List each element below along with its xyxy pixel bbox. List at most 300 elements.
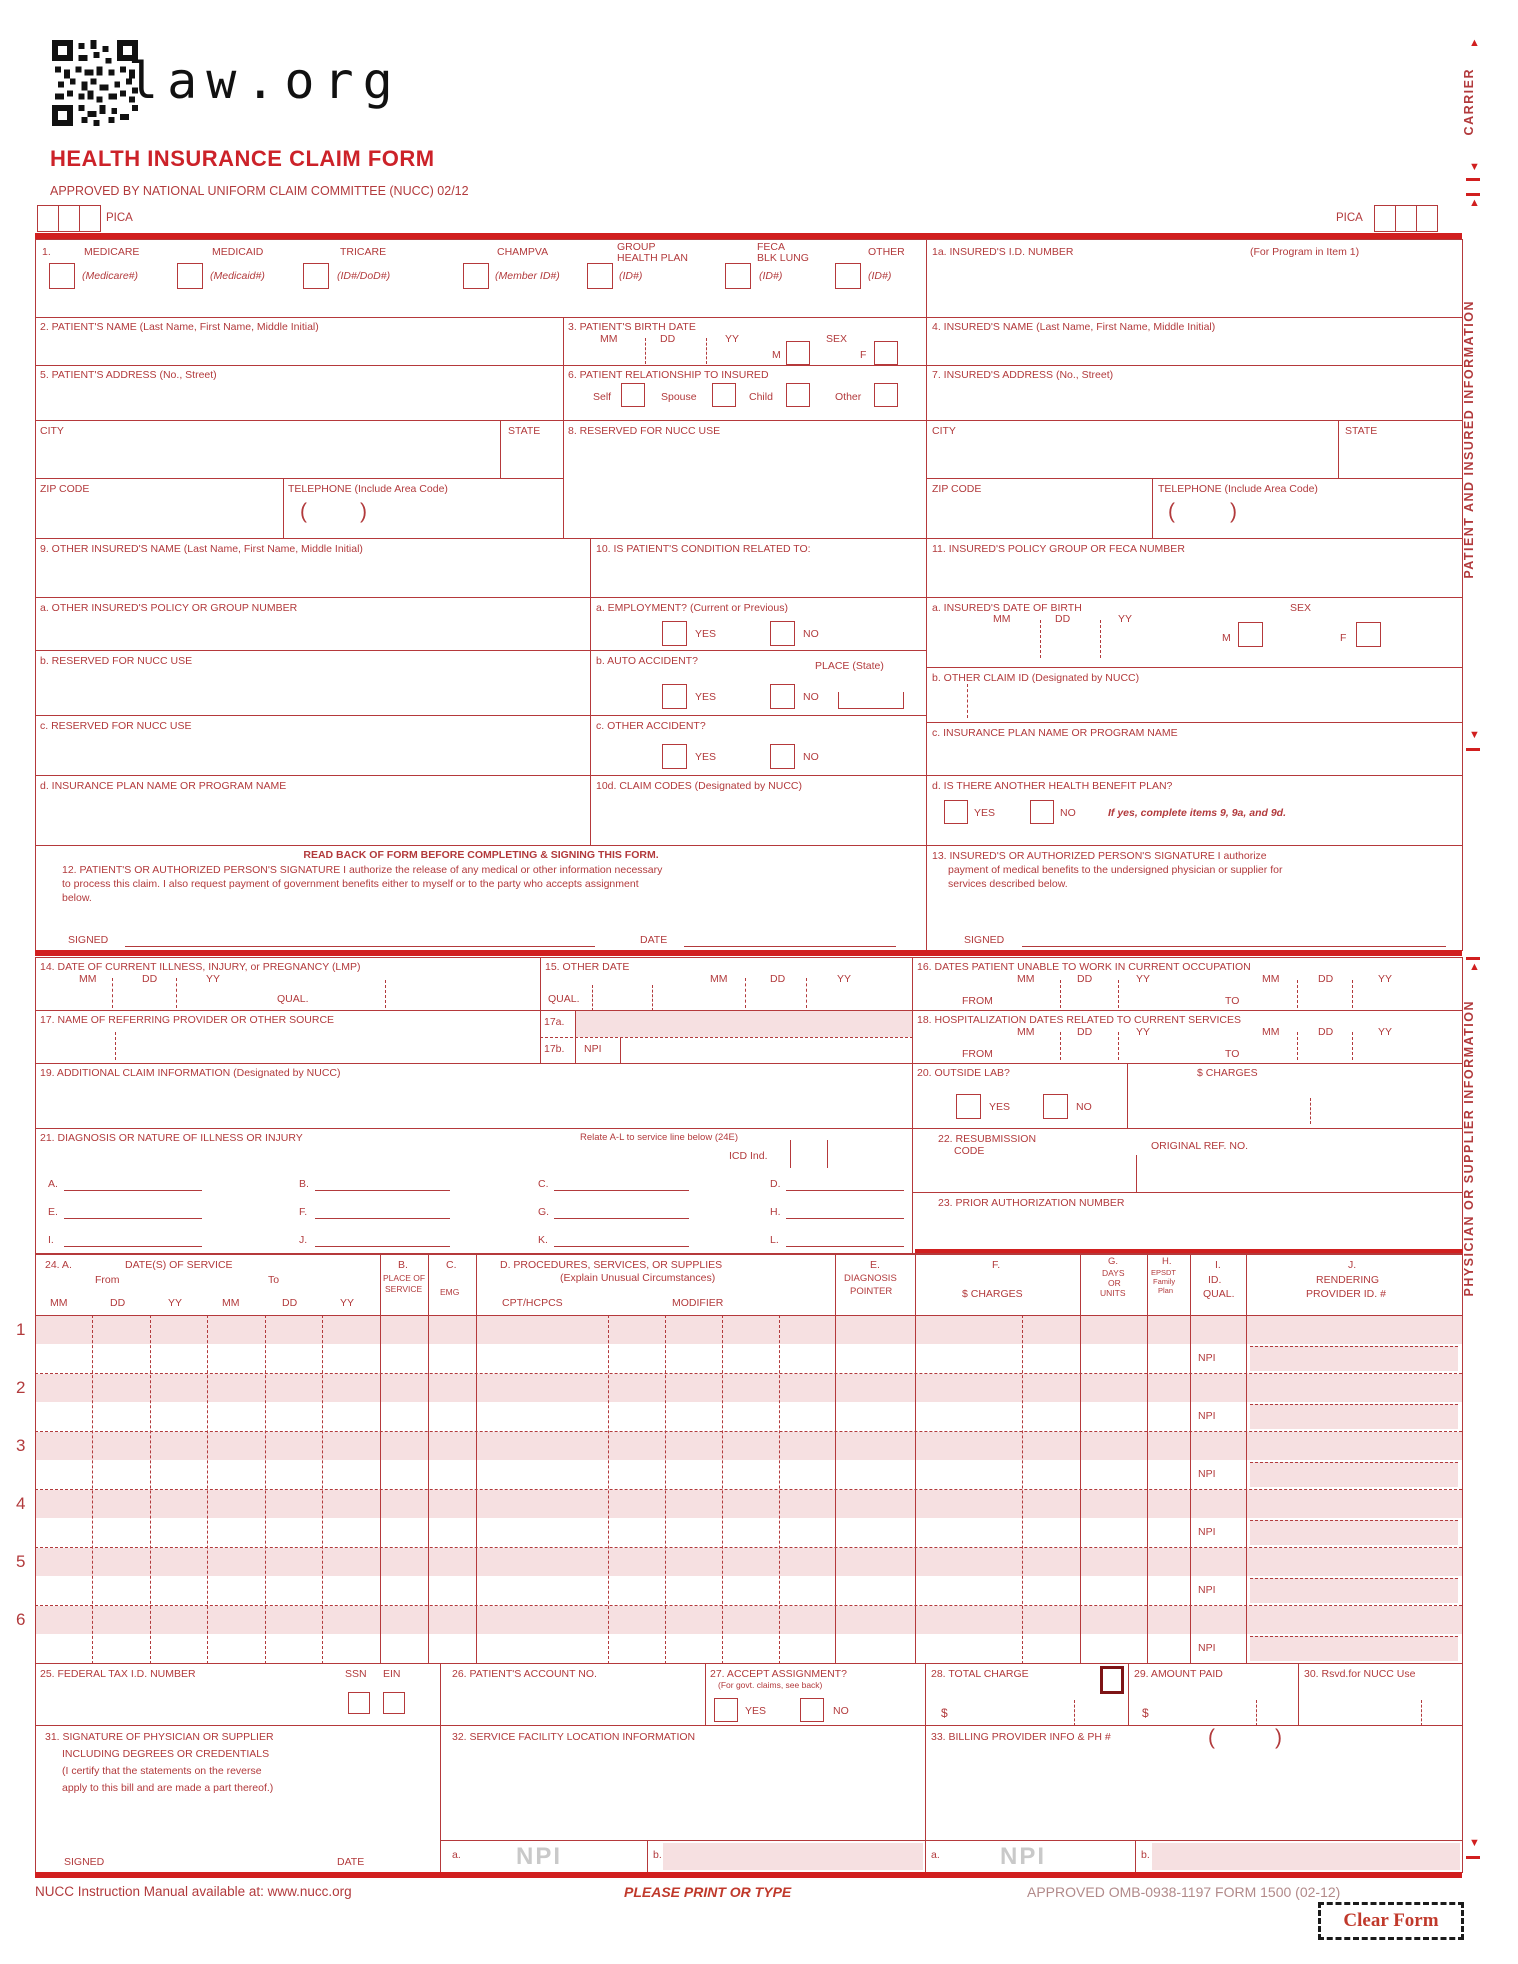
col24h-letter: H.	[1162, 1256, 1172, 1267]
box3-date-tick-2	[706, 338, 707, 364]
other-accident-no-label: NO	[803, 751, 819, 763]
date-subcol-1	[92, 1315, 93, 1664]
diag-letter-d: D.	[770, 1178, 781, 1190]
box31-line2: INCLUDING DEGREES OR CREDENTIALS	[62, 1748, 270, 1760]
city-right-cell	[926, 420, 1339, 479]
box11a-label: a. INSURED'S DATE OF BIRTH	[932, 602, 1082, 614]
outside-lab-no-checkbox[interactable]	[1043, 1094, 1068, 1119]
diag-line-h[interactable]	[786, 1218, 904, 1219]
box11-label: 11. INSURED'S POLICY GROUP OR FECA NUMBER	[932, 543, 1185, 555]
col24d-cpt: CPT/HCPCS	[502, 1297, 563, 1309]
box32b-input-field[interactable]	[663, 1843, 923, 1870]
mod-tick-3	[779, 1315, 780, 1664]
outside-lab-yes-label: YES	[989, 1101, 1011, 1113]
diag-letter-l: L.	[770, 1234, 779, 1246]
box17b-npi-label: NPI	[584, 1043, 602, 1055]
row6-npi-label: NPI	[1198, 1642, 1216, 1654]
physician-top-bar	[1466, 957, 1480, 960]
rel-spouse-label: Spouse	[661, 391, 697, 403]
box9b-label: b. RESERVED FOR NUCC USE	[40, 655, 193, 667]
box10-label: 10. IS PATIENT'S CONDITION RELATED TO:	[596, 543, 811, 555]
box12-line2: to process this claim. I also request payment of government benefits either to myself or to the party who accepts assignment	[62, 878, 639, 890]
diag-line-b[interactable]	[315, 1190, 450, 1191]
box3-yy: YY	[725, 333, 740, 345]
other-accident-yes-label: YES	[695, 751, 717, 763]
row5-npi-label: NPI	[1198, 1584, 1216, 1596]
zip-right-label: ZIP CODE	[932, 483, 982, 495]
col24e-diag2: POINTER	[850, 1286, 893, 1297]
box32-label: 32. SERVICE FACILITY LOCATION INFORMATION	[452, 1731, 696, 1743]
box31-line1: 31. SIGNATURE OF PHYSICIAN OR SUPPLIER	[45, 1731, 274, 1743]
box15-mm: MM	[710, 973, 728, 985]
box25-ein: EIN	[383, 1668, 401, 1680]
box33b-label: b.	[1141, 1849, 1150, 1861]
box11b-tick	[967, 684, 968, 718]
row4-npi-label: NPI	[1198, 1526, 1216, 1538]
box32a-label: a.	[452, 1849, 461, 1861]
box17a-input-field[interactable]	[576, 1011, 912, 1037]
box12-line3: below.	[62, 892, 92, 904]
service-row-6-shaded[interactable]	[36, 1606, 1462, 1634]
service-row-2-shaded[interactable]	[36, 1374, 1462, 1402]
box14-tick-3	[385, 980, 386, 1008]
feca-blk-lung-checkbox[interactable]	[725, 263, 751, 289]
readback-notice: READ BACK OF FORM BEFORE COMPLETING & SIGNING THIS FORM.	[303, 849, 659, 861]
rel-self-label: Self	[593, 391, 612, 403]
row-divider-3	[35, 1489, 1462, 1490]
medicare-checkbox[interactable]	[49, 263, 75, 289]
box11b-label: b. OTHER CLAIM ID (Designated by NUCC)	[932, 672, 1140, 684]
col24d-mod: MODIFIER	[672, 1297, 724, 1309]
box16-tick-2	[1118, 980, 1119, 1008]
box2-label: 2. PATIENT'S NAME (Last Name, First Name, Middle Initial)	[40, 321, 319, 333]
service-row-3-shaded[interactable]	[36, 1432, 1462, 1460]
box4-label: 4. INSURED'S NAME (Last Name, First Name, Middle Initial)	[932, 321, 1216, 333]
box33a-label: a.	[931, 1849, 940, 1861]
another-plan-no-checkbox[interactable]	[1030, 800, 1054, 824]
col24b-letter: B.	[398, 1259, 408, 1271]
box19-label: 19. ADDITIONAL CLAIM INFORMATION (Designated by NUCC)	[40, 1067, 341, 1079]
form-title: HEALTH INSURANCE CLAIM FORM	[50, 146, 435, 171]
box33-open-paren: (	[1208, 1726, 1215, 1749]
box1-other-label: OTHER	[868, 246, 905, 258]
other-plan-checkbox[interactable]	[835, 263, 861, 289]
box14-label: 14. DATE OF CURRENT ILLNESS, INJURY, or PREGNANCY (LMP)	[40, 961, 361, 973]
patient-insured-margin-label: PATIENT AND INSURED INFORMATION	[1462, 300, 1476, 579]
box16-dd2: DD	[1318, 973, 1334, 985]
diag-letter-c: C.	[538, 1178, 549, 1190]
service-row-1-shaded[interactable]	[36, 1316, 1462, 1344]
box30-cents-tick	[1421, 1700, 1422, 1726]
box18-yy1: YY	[1136, 1026, 1151, 1038]
box13-signature-line[interactable]	[1022, 946, 1446, 947]
box33b-input-field[interactable]	[1152, 1843, 1460, 1870]
state-right-label: STATE	[1345, 425, 1378, 437]
box9a-label: a. OTHER INSURED'S POLICY OR GROUP NUMBER	[40, 602, 298, 614]
tel-right-open-paren: (	[1168, 500, 1175, 523]
row1-npi-label: NPI	[1198, 1352, 1216, 1364]
box3-date-tick-1	[645, 338, 646, 364]
box14-mm: MM	[79, 973, 97, 985]
city-right-label: CITY	[932, 425, 956, 437]
place-state-label: PLACE (State)	[815, 660, 884, 672]
box21-label: 21. DIAGNOSIS OR NATURE OF ILLNESS OR INJURY	[40, 1132, 303, 1144]
rel-other-checkbox[interactable]	[874, 383, 898, 407]
place-bracket-left	[838, 692, 839, 708]
box31-signed: SIGNED	[64, 1856, 105, 1868]
box12-line1: 12. PATIENT'S OR AUTHORIZED PERSON'S SIGNATURE I authorize the release of any medical or other information necessary	[62, 864, 663, 876]
date-subcol-4	[265, 1315, 266, 1664]
row2-npi-label: NPI	[1198, 1410, 1216, 1422]
accept-yes-checkbox[interactable]	[714, 1698, 738, 1722]
insured-male-checkbox[interactable]	[1238, 622, 1263, 647]
box1-feca-label-1: FECA	[757, 241, 786, 253]
another-plan-yes-checkbox[interactable]	[944, 800, 968, 824]
box8-cell	[563, 420, 927, 539]
col24e-letter: E.	[870, 1259, 880, 1271]
box33-ab-divider	[1135, 1840, 1136, 1873]
box13-line1: 13. INSURED'S OR AUTHORIZED PERSON'S SIGNATURE I authorize	[932, 850, 1267, 862]
medicaid-sub: (Medicaid#)	[210, 270, 265, 282]
box11a-tick-2	[1100, 620, 1101, 658]
patient-top-bar	[1466, 193, 1480, 196]
box8-label: 8. RESERVED FOR NUCC USE	[568, 425, 721, 437]
service-row-5-shaded[interactable]	[36, 1548, 1462, 1576]
tel-right-label: TELEPHONE (Include Area Code)	[1158, 483, 1318, 495]
box14-tick-1	[112, 978, 113, 1008]
diag-letter-k: K.	[538, 1234, 548, 1246]
section-bar-middle	[35, 950, 1462, 956]
if-yes-note: If yes, complete items 9, 9a, and 9d.	[1108, 807, 1286, 819]
box22-label-1: 22. RESUBMISSION	[938, 1133, 1037, 1145]
watermark-site-text: law.org	[128, 52, 402, 110]
pica-box-left-3[interactable]	[79, 205, 101, 232]
col-line-i	[1190, 1253, 1191, 1664]
box10a-label: a. EMPLOYMENT? (Current or Previous)	[596, 602, 788, 614]
tel-left-label: TELEPHONE (Include Area Code)	[288, 483, 448, 495]
diag-line-k[interactable]	[554, 1246, 689, 1247]
box33-close-paren: )	[1275, 1726, 1282, 1749]
box28-label: 28. TOTAL CHARGE	[931, 1668, 1029, 1680]
row5-provider-id-field[interactable]	[1250, 1578, 1458, 1603]
section-bar-bottom	[35, 1872, 1462, 1878]
box10b-label: b. AUTO ACCIDENT?	[596, 655, 698, 667]
box12-date-line[interactable]	[684, 946, 896, 947]
col24a-mm2: MM	[222, 1297, 240, 1309]
col24b-place2: SERVICE	[385, 1284, 423, 1294]
champva-checkbox[interactable]	[463, 263, 489, 289]
pica-box-left-1[interactable]	[37, 205, 59, 232]
col24g-units: UNITS	[1100, 1288, 1126, 1298]
box33-label: 33. BILLING PROVIDER INFO & PH #	[931, 1731, 1111, 1743]
diag-line-e[interactable]	[64, 1218, 202, 1219]
box11a-dd: DD	[1055, 613, 1071, 625]
tel-right-close-paren: )	[1230, 500, 1237, 523]
icd-ind-tick-1	[790, 1140, 791, 1168]
row3-npi-label: NPI	[1198, 1468, 1216, 1480]
box22-orig-label: ORIGINAL REF. NO.	[1151, 1140, 1249, 1152]
box1-medicare-label: MEDICARE	[84, 246, 140, 258]
pica-box-right-3[interactable]	[1416, 205, 1438, 232]
box3-mm: MM	[600, 333, 618, 345]
box16-mm2: MM	[1262, 973, 1280, 985]
pica-box-right-1[interactable]	[1374, 205, 1396, 232]
service-row-6-number: 6	[16, 1610, 26, 1629]
diag-line-a[interactable]	[64, 1190, 202, 1191]
ein-checkbox[interactable]	[383, 1692, 405, 1714]
box14-tick-2	[176, 978, 177, 1008]
group-sub: (ID#)	[619, 270, 643, 282]
diag-letter-e: E.	[48, 1206, 58, 1218]
other-accident-yes-checkbox[interactable]	[662, 744, 687, 769]
row-divider-1	[35, 1373, 1462, 1374]
box17ab-divider	[540, 1037, 913, 1038]
diag-letter-a: A.	[48, 1178, 58, 1190]
box9d-label: d. INSURANCE PLAN NAME OR PROGRAM NAME	[40, 780, 287, 792]
tricare-sub: (ID#/DoD#)	[337, 270, 391, 282]
col24f-charges: $ CHARGES	[962, 1288, 1023, 1300]
cpt-mod-divider	[608, 1315, 609, 1664]
employment-no-label: NO	[803, 628, 819, 640]
carrier-margin-label: CARRIER	[1462, 68, 1476, 136]
box33a-npi-watermark[interactable]: NPI	[1000, 1843, 1047, 1870]
row-divider-4	[35, 1547, 1462, 1548]
box28-cents-tick	[1074, 1700, 1075, 1726]
service-row-4-shaded[interactable]	[36, 1490, 1462, 1518]
col-line-f	[915, 1253, 916, 1664]
box18-mm2: MM	[1262, 1026, 1280, 1038]
box16-from: FROM	[962, 995, 993, 1007]
box11d-label: d. IS THERE ANOTHER HEALTH BENEFIT PLAN?	[932, 780, 1173, 792]
tel-left-close-paren: )	[360, 500, 367, 523]
city-left-label: CITY	[40, 425, 64, 437]
box27-sub: (For govt. claims, see back)	[718, 1680, 823, 1690]
physician-supplier-margin-label: PHYSICIAN OR SUPPLIER INFORMATION	[1462, 1000, 1476, 1297]
box31-line4: apply to this bill and are made a part thereof.)	[62, 1782, 274, 1794]
col24h-plan: Plan	[1158, 1286, 1174, 1295]
tricare-checkbox[interactable]	[303, 263, 329, 289]
pica-label-right: PICA	[1336, 212, 1363, 224]
col24a-dd1: DD	[110, 1297, 126, 1309]
carrier-foot-bar	[1466, 178, 1480, 181]
feca-sub: (ID#)	[759, 270, 783, 282]
diag-line-l[interactable]	[786, 1246, 904, 1247]
box1-group-label-2: HEALTH PLAN	[617, 252, 688, 264]
col-line-j	[1246, 1253, 1247, 1664]
medicaid-checkbox[interactable]	[177, 263, 203, 289]
col24i-letter: I.	[1215, 1259, 1221, 1271]
box16-tick-3	[1297, 980, 1298, 1008]
clear-form-button[interactable]: Clear Form	[1318, 1902, 1464, 1940]
col-line-b	[380, 1253, 381, 1664]
rel-spouse-checkbox[interactable]	[712, 383, 736, 407]
box15-tick-4	[806, 978, 807, 1008]
pica-box-left-2[interactable]	[58, 205, 80, 232]
diag-line-i[interactable]	[64, 1246, 202, 1247]
box16-dd1: DD	[1077, 973, 1093, 985]
sex-female-checkbox[interactable]	[874, 341, 898, 365]
row1-provider-id-field[interactable]	[1250, 1346, 1458, 1371]
box7-label: 7. INSURED'S ADDRESS (No., Street)	[932, 369, 1114, 381]
physician-foot-bar	[1466, 1856, 1480, 1859]
box29-cents-tick	[1256, 1700, 1257, 1726]
box28-dollar: $	[941, 1706, 948, 1720]
box26-label: 26. PATIENT'S ACCOUNT NO.	[452, 1668, 597, 1680]
date-subcol-5	[322, 1315, 323, 1664]
box12-signature-line[interactable]	[125, 946, 595, 947]
box17-tick	[115, 1032, 116, 1060]
box18-dd1: DD	[1077, 1026, 1093, 1038]
box11a-m: M	[1222, 632, 1231, 644]
accept-no-checkbox[interactable]	[800, 1698, 824, 1722]
pica-label-left: PICA	[106, 212, 133, 224]
carrier-arrow-up-icon: ▲	[1469, 37, 1480, 49]
employment-no-checkbox[interactable]	[770, 621, 795, 646]
box6-label: 6. PATIENT RELATIONSHIP TO INSURED	[568, 369, 769, 381]
box15-label: 15. OTHER DATE	[545, 961, 630, 973]
box18-tick-4	[1352, 1032, 1353, 1060]
box18-tick-1	[1060, 1032, 1061, 1060]
row4-provider-id-field[interactable]	[1250, 1520, 1458, 1545]
rel-self-checkbox[interactable]	[621, 383, 645, 407]
box15-tick-1	[592, 985, 593, 1011]
row-divider-5	[35, 1605, 1462, 1606]
box3-label: 3. PATIENT'S BIRTH DATE	[568, 321, 696, 333]
col24i-qual: QUAL.	[1203, 1288, 1235, 1300]
city-left-cell	[35, 420, 501, 479]
box1-group-label-1: GROUP	[617, 241, 656, 253]
other-sub: (ID#)	[868, 270, 892, 282]
patient-arrow-down-icon: ▼	[1469, 729, 1480, 741]
box31-line3: (I certify that the statements on the reverse	[62, 1765, 262, 1777]
box11a-yy: YY	[1118, 613, 1133, 625]
patient-arrow-up-icon: ▲	[1469, 197, 1480, 209]
col-line-e	[835, 1253, 836, 1664]
box18-label: 18. HOSPITALIZATION DATES RELATED TO CURRENT SERVICES	[917, 1014, 1242, 1026]
col-line-d	[476, 1253, 477, 1664]
col-line-c	[428, 1253, 429, 1664]
diag-line-g[interactable]	[554, 1218, 689, 1219]
box16-tick-4	[1352, 980, 1353, 1008]
box14-yy: YY	[206, 973, 221, 985]
box23-label: 23. PRIOR AUTHORIZATION NUMBER	[938, 1197, 1125, 1209]
box1-medicaid-label: MEDICAID	[212, 246, 264, 258]
col-line-h	[1147, 1253, 1148, 1664]
diag-letter-i: I.	[48, 1234, 54, 1246]
box13-signed-label: SIGNED	[964, 934, 1005, 946]
another-plan-yes-label: YES	[974, 807, 996, 819]
service-row-1-number: 1	[16, 1320, 26, 1339]
diag-letter-j: J.	[299, 1234, 308, 1246]
row-divider-2	[35, 1431, 1462, 1432]
col24a-dd2: DD	[282, 1297, 298, 1309]
box10c-label: c. OTHER ACCIDENT?	[596, 720, 706, 732]
col24g-days: DAYS	[1102, 1268, 1125, 1278]
box15-tick-2	[652, 985, 653, 1011]
outside-lab-no-label: NO	[1076, 1101, 1092, 1113]
place-bracket-bottom	[838, 708, 904, 709]
diag-letter-g: G.	[538, 1206, 550, 1218]
box30-label: 30. Rsvd.for NUCC Use	[1304, 1668, 1416, 1680]
box15-yy: YY	[837, 973, 852, 985]
rel-child-label: Child	[749, 391, 773, 403]
box18-from: FROM	[962, 1048, 993, 1060]
diag-line-d[interactable]	[786, 1190, 904, 1191]
accept-yes-label: YES	[745, 1705, 767, 1717]
footer-print-note: PLEASE PRINT OR TYPE	[624, 1884, 792, 1900]
box32a-npi-watermark[interactable]: NPI	[516, 1843, 563, 1870]
box12-signed-label: SIGNED	[68, 934, 109, 946]
pica-box-right-2[interactable]	[1395, 205, 1417, 232]
col24c-emg: EMG	[440, 1287, 460, 1297]
diag-line-j[interactable]	[315, 1246, 450, 1247]
col24j-letter: J.	[1348, 1259, 1357, 1271]
icd-ind-label: ICD Ind.	[729, 1150, 768, 1162]
box14-qual: QUAL.	[277, 993, 309, 1005]
row6-provider-id-field[interactable]	[1250, 1636, 1458, 1661]
col24a-to: To	[268, 1274, 280, 1286]
auto-accident-yes-checkbox[interactable]	[662, 684, 687, 709]
box18-mm1: MM	[1017, 1026, 1035, 1038]
mod-tick-1	[665, 1315, 666, 1664]
diag-letter-h: H.	[770, 1206, 781, 1218]
box20-charges-label: $ CHARGES	[1197, 1067, 1258, 1079]
row2-provider-id-field[interactable]	[1250, 1404, 1458, 1429]
diag-letter-b: B.	[299, 1178, 309, 1190]
outside-lab-yes-checkbox[interactable]	[956, 1094, 981, 1119]
box17b-npi-divider	[620, 1037, 621, 1064]
box18-to: TO	[1225, 1048, 1240, 1060]
employment-yes-checkbox[interactable]	[662, 621, 687, 646]
service-row-5-number: 5	[16, 1552, 26, 1571]
rel-child-checkbox[interactable]	[786, 383, 810, 407]
date-subcol-2	[150, 1315, 151, 1664]
box1-feca-label-2: BLK LUNG	[757, 252, 809, 264]
box11a-mm: MM	[993, 613, 1011, 625]
box22-label-2: CODE	[954, 1145, 985, 1157]
col24j-provider: PROVIDER ID. #	[1306, 1288, 1386, 1300]
box21-cell	[35, 1128, 913, 1255]
carrier-arrow-down-icon: ▼	[1469, 161, 1480, 173]
box13-line3: services described below.	[948, 878, 1068, 890]
box28-focus-field[interactable]	[1100, 1666, 1124, 1694]
physician-arrow-up-icon: ▲	[1469, 961, 1480, 973]
sex-male-checkbox[interactable]	[786, 341, 810, 365]
date-subcol-3	[207, 1315, 208, 1664]
diag-line-c[interactable]	[554, 1190, 689, 1191]
box29-dollar: $	[1142, 1706, 1149, 1720]
col24d-title: D. PROCEDURES, SERVICES, OR SUPPLIES	[500, 1259, 723, 1271]
footer-omb-approval: APPROVED OMB-0938-1197 FORM 1500 (02-12)	[1027, 1884, 1341, 1900]
icd-ind-tick-2	[827, 1140, 828, 1168]
box17b-label: 17b.	[544, 1043, 565, 1055]
other-accident-no-checkbox[interactable]	[770, 744, 795, 769]
zip-left-label: ZIP CODE	[40, 483, 90, 495]
box16-to: TO	[1225, 995, 1240, 1007]
insured-female-checkbox[interactable]	[1356, 622, 1381, 647]
group-health-plan-checkbox[interactable]	[587, 263, 613, 289]
box17-label: 17. NAME OF REFERRING PROVIDER OR OTHER SOURCE	[40, 1014, 335, 1026]
box13-line2: payment of medical benefits to the undersigned physician or supplier for	[948, 864, 1283, 876]
auto-accident-no-checkbox[interactable]	[770, 684, 795, 709]
box1-tricare-label: TRICARE	[340, 246, 387, 258]
ssn-checkbox[interactable]	[348, 1692, 370, 1714]
box1a-label: 1a. INSURED'S I.D. NUMBER	[932, 246, 1074, 258]
col24i-id: ID.	[1208, 1274, 1222, 1286]
diag-line-f[interactable]	[315, 1218, 450, 1219]
box33-strip-line	[925, 1840, 1463, 1841]
row3-provider-id-field[interactable]	[1250, 1462, 1458, 1487]
